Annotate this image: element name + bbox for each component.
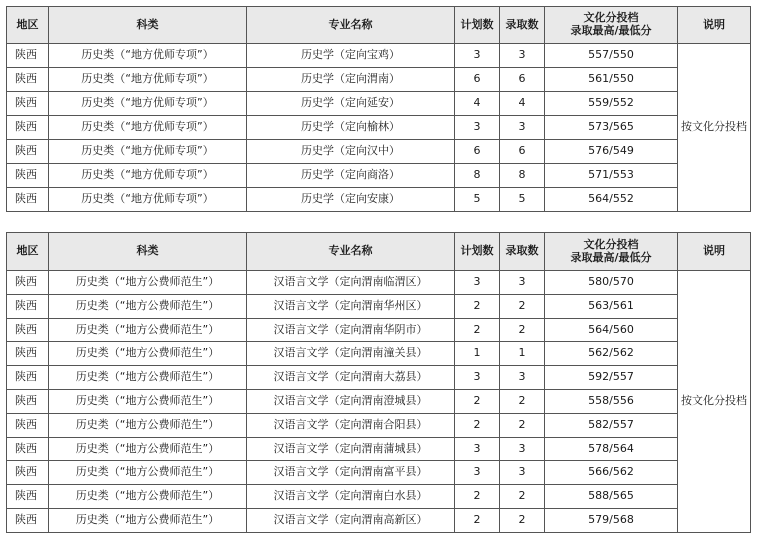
score-cell: 592/557	[545, 366, 678, 390]
header-note: 说明	[678, 7, 751, 44]
major-cell: 历史学（定向渭南）	[247, 68, 455, 92]
category-cell: 历史类（“地方优师专项”）	[49, 68, 247, 92]
major-cell: 汉语言文学（定向渭南临渭区）	[247, 271, 455, 295]
category-cell: 历史类（“地方公费师范生”）	[49, 437, 247, 461]
admit-count-cell: 3	[500, 271, 545, 295]
score-cell: 562/562	[545, 342, 678, 366]
plan-count-cell: 2	[455, 413, 500, 437]
score-cell: 564/552	[545, 188, 678, 212]
region-cell: 陕西	[7, 366, 49, 390]
table-row	[7, 318, 751, 342]
table-row	[7, 140, 751, 164]
plan-count-cell: 8	[455, 164, 500, 188]
major-cell: 汉语言文学（定向渭南华州区）	[247, 294, 455, 318]
region-cell: 陕西	[7, 116, 49, 140]
major-cell: 历史学（定向宝鸡）	[247, 44, 455, 68]
category-cell: 历史类（“地方公费师范生”）	[49, 485, 247, 509]
table-row	[7, 485, 751, 509]
plan-count-cell: 6	[455, 68, 500, 92]
score-cell: 573/565	[545, 116, 678, 140]
plan-count-cell: 3	[455, 271, 500, 295]
category-cell: 历史类（“地方公费师范生”）	[49, 508, 247, 532]
region-cell: 陕西	[7, 461, 49, 485]
major-cell: 汉语言文学（定向渭南高新区）	[247, 508, 455, 532]
major-cell: 历史学（定向榆林）	[247, 116, 455, 140]
category-cell: 历史类（“地方公费师范生”）	[49, 389, 247, 413]
admit-count-cell: 1	[500, 342, 545, 366]
header-admit: 录取数	[500, 233, 545, 271]
header-score	[545, 233, 678, 271]
table-row	[7, 116, 751, 140]
score-cell: 557/550	[545, 44, 678, 68]
header-score-line2: 录取最高/最低分	[570, 250, 652, 264]
table-row	[7, 92, 751, 116]
table-row	[7, 413, 751, 437]
category-cell: 历史类（“地方优师专项”）	[49, 92, 247, 116]
header-major: 专业名称	[247, 233, 455, 271]
region-cell: 陕西	[7, 485, 49, 509]
score-cell: 578/564	[545, 437, 678, 461]
score-cell: 580/570	[545, 271, 678, 295]
major-cell: 汉语言文学（定向渭南蒲城县）	[247, 437, 455, 461]
score-cell: 588/565	[545, 485, 678, 509]
region-cell: 陕西	[7, 389, 49, 413]
note-cell: 按文化分投档	[678, 44, 751, 212]
score-cell: 561/550	[545, 68, 678, 92]
admit-count-cell: 2	[500, 294, 545, 318]
category-cell: 历史类（“地方优师专项”）	[49, 140, 247, 164]
category-cell: 历史类（“地方公费师范生”）	[49, 461, 247, 485]
region-cell: 陕西	[7, 164, 49, 188]
admit-count-cell: 3	[500, 366, 545, 390]
major-cell: 汉语言文学（定向渭南潼关县）	[247, 342, 455, 366]
category-cell: 历史类（“地方公费师范生”）	[49, 342, 247, 366]
table-row	[7, 389, 751, 413]
admit-count-cell: 3	[500, 437, 545, 461]
note-cell: 按文化分投档	[678, 271, 751, 533]
region-cell: 陕西	[7, 188, 49, 212]
admit-count-cell: 5	[500, 188, 545, 212]
major-cell: 汉语言文学（定向渭南富平县）	[247, 461, 455, 485]
category-cell: 历史类（“地方优师专项”）	[49, 188, 247, 212]
plan-count-cell: 2	[455, 508, 500, 532]
category-cell: 历史类（“地方公费师范生”）	[49, 413, 247, 437]
admission-table-youshi	[6, 6, 751, 212]
plan-count-cell: 3	[455, 437, 500, 461]
admit-count-cell: 2	[500, 485, 545, 509]
admit-count-cell: 2	[500, 413, 545, 437]
admit-count-cell: 3	[500, 116, 545, 140]
plan-count-cell: 3	[455, 44, 500, 68]
header-category: 科类	[49, 233, 247, 271]
region-cell: 陕西	[7, 413, 49, 437]
table-row	[7, 437, 751, 461]
major-cell: 汉语言文学（定向渭南大荔县）	[247, 366, 455, 390]
header-row	[7, 233, 751, 271]
table-row	[7, 271, 751, 295]
admit-count-cell: 4	[500, 92, 545, 116]
admit-count-cell: 2	[500, 318, 545, 342]
admit-count-cell: 6	[500, 140, 545, 164]
table-row	[7, 188, 751, 212]
header-score	[545, 7, 678, 44]
plan-count-cell: 5	[455, 188, 500, 212]
score-cell: 566/562	[545, 461, 678, 485]
header-score-line2: 录取最高/最低分	[570, 24, 652, 37]
score-cell: 582/557	[545, 413, 678, 437]
header-row	[7, 7, 751, 44]
major-cell: 历史学（定向商洛）	[247, 164, 455, 188]
region-cell: 陕西	[7, 68, 49, 92]
region-cell: 陕西	[7, 271, 49, 295]
admission-table-gongfei	[6, 232, 751, 533]
score-cell: 576/549	[545, 140, 678, 164]
admit-count-cell: 2	[500, 389, 545, 413]
category-cell: 历史类（“地方公费师范生”）	[49, 271, 247, 295]
header-admit: 录取数	[500, 7, 545, 44]
plan-count-cell: 1	[455, 342, 500, 366]
region-cell: 陕西	[7, 318, 49, 342]
table-row	[7, 508, 751, 532]
plan-count-cell: 3	[455, 366, 500, 390]
region-cell: 陕西	[7, 342, 49, 366]
header-plan: 计划数	[455, 7, 500, 44]
major-cell: 汉语言文学（定向渭南白水县）	[247, 485, 455, 509]
header-major: 专业名称	[247, 7, 455, 44]
category-cell: 历史类（“地方公费师范生”）	[49, 318, 247, 342]
score-cell: 559/552	[545, 92, 678, 116]
admit-count-cell: 3	[500, 44, 545, 68]
region-cell: 陕西	[7, 92, 49, 116]
admit-count-cell: 8	[500, 164, 545, 188]
table-row	[7, 68, 751, 92]
admit-count-cell: 3	[500, 461, 545, 485]
header-region: 地区	[7, 7, 49, 44]
table-row	[7, 294, 751, 318]
plan-count-cell: 3	[455, 461, 500, 485]
plan-count-cell: 4	[455, 92, 500, 116]
table-row	[7, 164, 751, 188]
table-row	[7, 461, 751, 485]
category-cell: 历史类（“地方优师专项”）	[49, 44, 247, 68]
table-body	[7, 44, 751, 212]
header-plan: 计划数	[455, 233, 500, 271]
major-cell: 汉语言文学（定向渭南合阳县）	[247, 413, 455, 437]
admit-count-cell: 6	[500, 68, 545, 92]
plan-count-cell: 6	[455, 140, 500, 164]
major-cell: 汉语言文学（定向渭南澄城县）	[247, 389, 455, 413]
admit-count-cell: 2	[500, 508, 545, 532]
category-cell: 历史类（“地方优师专项”）	[49, 164, 247, 188]
table-row	[7, 44, 751, 68]
plan-count-cell: 2	[455, 485, 500, 509]
plan-count-cell: 2	[455, 389, 500, 413]
header-score-line1: 文化分投档	[583, 11, 639, 25]
major-cell: 历史学（定向延安）	[247, 92, 455, 116]
major-cell: 汉语言文学（定向渭南华阴市）	[247, 318, 455, 342]
category-cell: 历史类（“地方公费师范生”）	[49, 294, 247, 318]
header-region: 地区	[7, 233, 49, 271]
category-cell: 历史类（“地方优师专项”）	[49, 116, 247, 140]
region-cell: 陕西	[7, 44, 49, 68]
table-row	[7, 342, 751, 366]
header-score-line1: 文化分投档	[583, 237, 639, 251]
plan-count-cell: 2	[455, 318, 500, 342]
score-cell: 579/568	[545, 508, 678, 532]
score-cell: 564/560	[545, 318, 678, 342]
region-cell: 陕西	[7, 140, 49, 164]
table-body	[7, 271, 751, 533]
region-cell: 陕西	[7, 294, 49, 318]
major-cell: 历史学（定向汉中）	[247, 140, 455, 164]
header-category: 科类	[49, 7, 247, 44]
plan-count-cell: 2	[455, 294, 500, 318]
major-cell: 历史学（定向安康）	[247, 188, 455, 212]
category-cell: 历史类（“地方公费师范生”）	[49, 366, 247, 390]
region-cell: 陕西	[7, 508, 49, 532]
table-row	[7, 366, 751, 390]
score-cell: 563/561	[545, 294, 678, 318]
score-cell: 571/553	[545, 164, 678, 188]
plan-count-cell: 3	[455, 116, 500, 140]
header-note: 说明	[678, 233, 751, 271]
region-cell: 陕西	[7, 437, 49, 461]
score-cell: 558/556	[545, 389, 678, 413]
